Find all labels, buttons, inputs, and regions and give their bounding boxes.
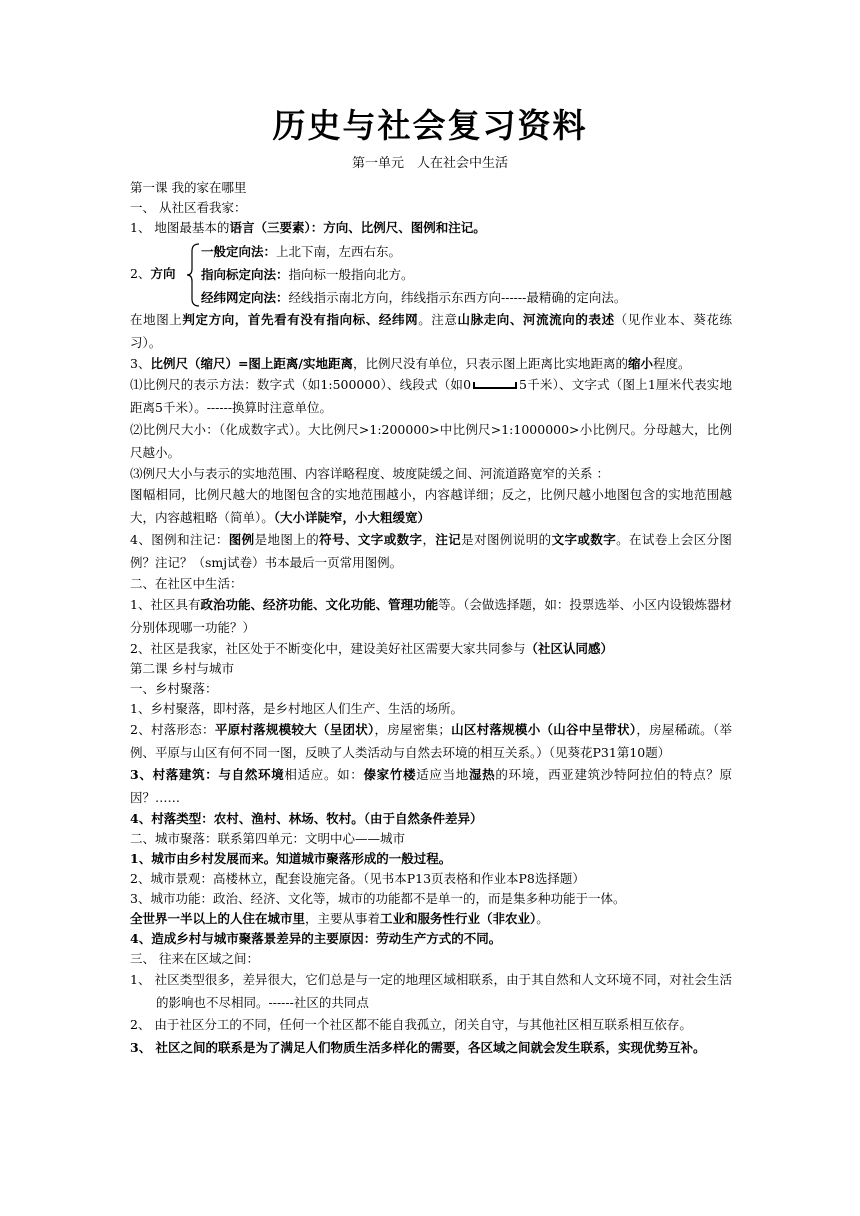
scale-size: ⑵比例尺大小：（化成数字式）。大比例尺>1:200000>中比例尺>1:1000000>小比例尺。分母越大，比例尺越小。 — [130, 422, 732, 460]
lesson2-section1-heading: 一、乡村聚落： — [130, 681, 218, 696]
lesson1-section1-heading: 一、 从社区看我家： — [130, 200, 247, 215]
region-point-3: 3、 社区之间的联系是为了满足人们物质生活多样化的需要，各区域之间就会发生联系，实现优势互补。 — [130, 1039, 706, 1055]
direction-label: 2、方向 — [130, 266, 176, 281]
lesson2-heading: 第二课 乡村与城市 — [130, 661, 234, 676]
region-point-2: 2、 由于社区分工的不同，任何一个社区都不能自我孤立，闭关自守，与其他社区相互联系相互依存。 — [130, 1017, 692, 1032]
lesson2-section2-heading: 二、城市聚落：联系第四单元：文明中心——城市 — [130, 831, 406, 846]
community-identity: 2、社区是我家，社区处于不断变化中，建设美好社区需要大家共同参与（社区认同感） — [130, 641, 613, 656]
direction-methods — [130, 240, 732, 309]
village-forms: 2、村落形态：平原村落规模较大（呈团状），房屋密集；山区村落规模小（山谷中呈带状），房屋稀疏。（举例、平原与山区有何不同一图，反映了人类活动与自然去环境的相互关系。）（见葵花P31第10题） — [130, 722, 732, 760]
document-body — [130, 178, 732, 1059]
city-landscape: 2、城市景观：高楼林立，配套设施完备。（见书本P13页表格和作业本P8选择题） — [130, 871, 585, 886]
village-definition: 1、乡村聚落，即村落，是乡村地区人们生产、生活的场所。 — [130, 701, 463, 716]
scale-relation-body: 图幅相同，比例尺越大的地图包含的实地范围越小，内容越详细；反之，比例尺越小地图包含的实地范围越大，内容越粗略（简单）。（大小详陡窄，小大粗缓宽） — [130, 487, 732, 525]
city-origin: 1、城市由乡村发展而来。知道城市聚落形成的一般过程。 — [130, 851, 452, 866]
scale-relation-heading: ⑶例尺大小与表示的实地范围、内容详略程度、坡度陡缓之间、河流道路宽窄的关系 ： — [130, 466, 609, 481]
city-population: 全世界一半以上的人住在城市里，主要从事着工业和服务性行业（非农业）。 — [130, 911, 549, 926]
document-title: 历史与社会复习资料 — [272, 106, 588, 145]
region-point-1: 1、 社区类型很多，差异很大，它们总是与一定的地理区域相联系，由于其自然和人文环境不同，对社会生活的影响也不尽相同。------社区的共同点 — [130, 972, 732, 1010]
lesson2-section3-heading: 三、 往来在区域之间： — [130, 951, 259, 966]
lesson1-section2-heading: 二、在社区中生活： — [130, 576, 243, 591]
direction-item-pointer: 指向标定向法：指向标一般指向北方。 — [201, 267, 414, 282]
village-types: 4、村落类型：农村、渔村、林场、牧村。（由于自然条件差异） — [130, 811, 483, 826]
village-buildings: 3、村落建筑：与自然环境相适应。如：傣家竹楼适应当地湿热的环境，西亚建筑沙特阿拉伯的特点？原因？…… — [130, 767, 732, 805]
unit-subtitle: 第一单元 人在社会中生活 — [351, 156, 508, 171]
legend-paragraph: 4、图例和注记：图例是地图上的符号、文字或数字，注记是对图例说明的文字或数字。在试卷上会区分图例？注记？（smj试卷）书本最后一页常用图例。 — [130, 532, 732, 570]
scale-forms: ⑴比例尺的表示方法：数字式（如1:500000）、线段式（如0 5千米）、文字式（图上1厘米代表实地距离5千米）。------换算时注意单位。 — [130, 377, 732, 415]
scale-definition: 3、比例尺（缩尺）=图上距离/实地距离，比例尺没有单位，只表示图上距离比实地距离的缩小程度。 — [130, 356, 691, 371]
curly-brace-icon — [186, 243, 200, 307]
direction-item-grid: 经纬网定向法：经线指示南北方向，纬线指示东西方向------最精确的定向法。 — [201, 290, 627, 305]
city-functions: 3、城市功能：政治、经济、文化等，城市的功能都不是单一的，而是集多种功能于一体。 — [130, 891, 626, 906]
settlement-difference: 4、造成乡村与城市聚落景差异的主要原因：劳动生产方式的不同。 — [130, 931, 502, 946]
direction-item-general: 一般定向法：上北下南，左西右东。 — [201, 244, 402, 259]
scale-bar-icon — [473, 382, 517, 389]
lesson1-heading: 第一课 我的家在哪里 — [130, 180, 247, 195]
map-elements-line: 1、 地图最基本的语言（三要素）：方向、比例尺、图例和注记。 — [130, 220, 486, 235]
community-functions: 1、社区具有政治功能、经济功能、文化功能、管理功能等。（会做选择题，如：投票选举、小区内设锻炼器材分别体现哪一功能？） — [130, 597, 732, 635]
map-direction-paragraph: 在地图上判定方向，首先看有没有指向标、经纬网。注意山脉走向、河流流向的表述（见作业本、葵花练习）。 — [130, 312, 732, 350]
direction-items — [201, 240, 626, 309]
